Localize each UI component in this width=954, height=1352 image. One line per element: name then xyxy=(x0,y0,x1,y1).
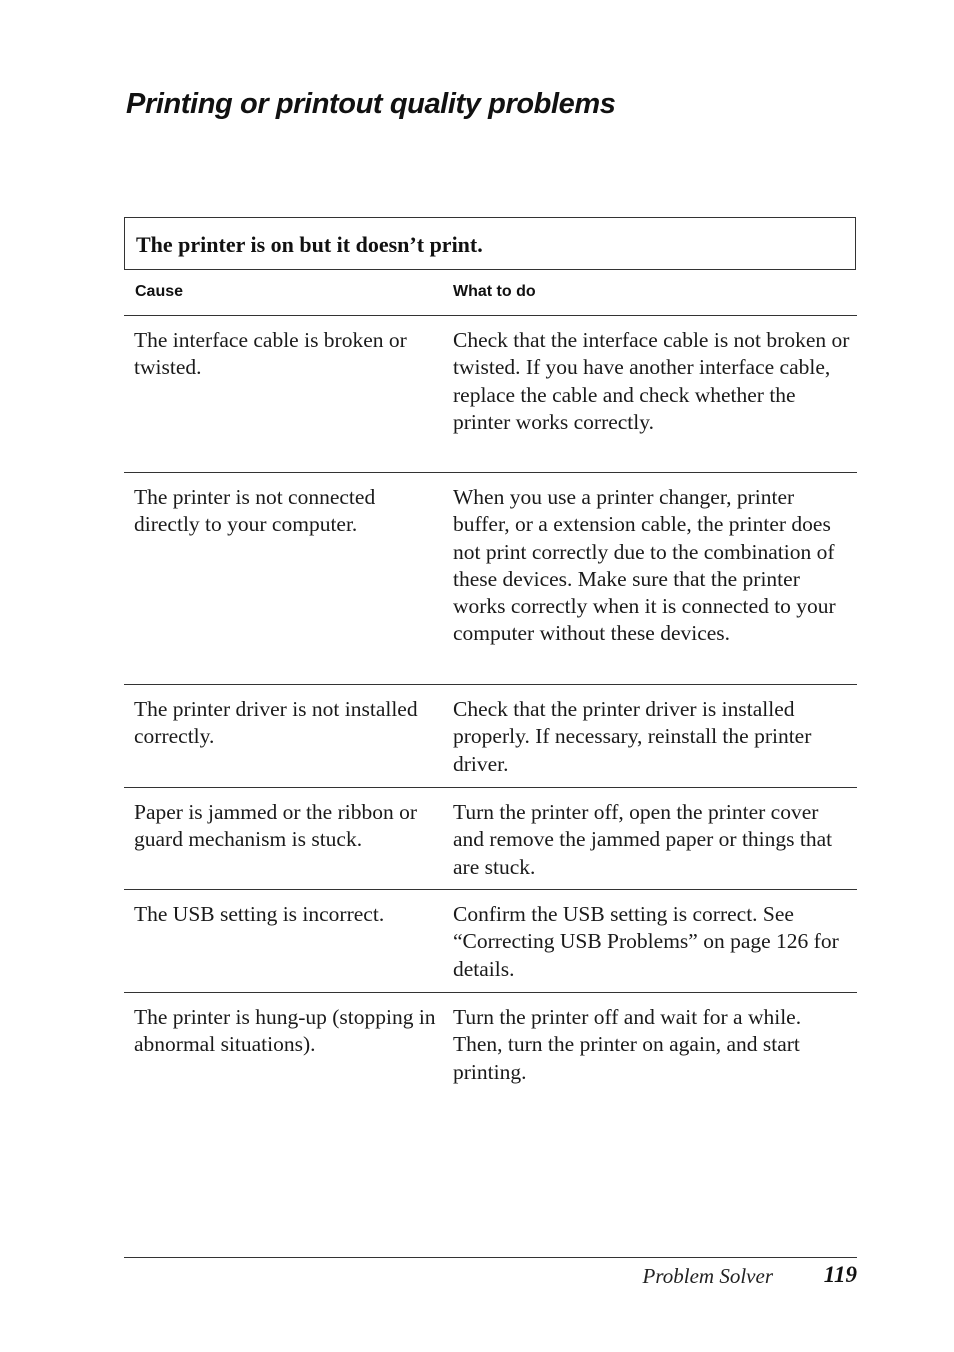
cause-cell: The printer driver is not installed correctly. xyxy=(134,697,418,749)
what-to-do-cell: Check that the interface cable is not broken or twisted. If you have another interface cable, replace the cable and check whether the printer works correctly. xyxy=(453,328,850,434)
table-row xyxy=(124,685,857,788)
what-to-do-cell: Turn the printer off, open the printer cover and remove the jammed paper or things that are stuck. xyxy=(453,800,833,879)
table-row xyxy=(124,316,857,473)
table-row xyxy=(124,473,857,685)
cause-cell: The printer is not connected directly to your computer. xyxy=(134,485,376,537)
what-to-do-cell: When you use a printer changer, printer buffer, or a extension cable, the printer does not print correctly due to the combination of these devices. Make sure that the printer works correctly when it is connected to your computer without these devices. xyxy=(453,485,836,646)
column-header-what-to-do: What to do xyxy=(453,283,536,300)
cause-cell: Paper is jammed or the ribbon or guard mechanism is stuck. xyxy=(134,800,418,852)
what-to-do-cell: Turn the printer off and wait for a while. Then, turn the printer on again, and start printing. xyxy=(453,1005,802,1084)
cause-cell: The printer is hung-up (stopping in abnormal situations). xyxy=(134,1005,436,1057)
footer-divider xyxy=(124,1257,857,1258)
table-row xyxy=(124,788,857,890)
page-number: 119 xyxy=(823,1262,857,1287)
what-to-do-cell: Check that the printer driver is installed properly. If necessary, reinstall the printer driver. xyxy=(453,697,812,776)
footer-section-name: Problem Solver xyxy=(642,1264,773,1288)
table-row xyxy=(124,993,857,1093)
cause-cell: The USB setting is incorrect. xyxy=(134,902,385,926)
problem-heading: The printer is on but it doesn’t print. xyxy=(124,217,856,270)
section-title: Printing or printout quality problems xyxy=(126,88,616,120)
column-header-cause: Cause xyxy=(135,283,184,300)
what-to-do-cell: Confirm the USB setting is correct. See “Correcting USB Problems” on page 126 for details. xyxy=(453,902,839,981)
table-row xyxy=(124,890,857,993)
cause-cell: The interface cable is broken or twisted. xyxy=(134,328,407,380)
